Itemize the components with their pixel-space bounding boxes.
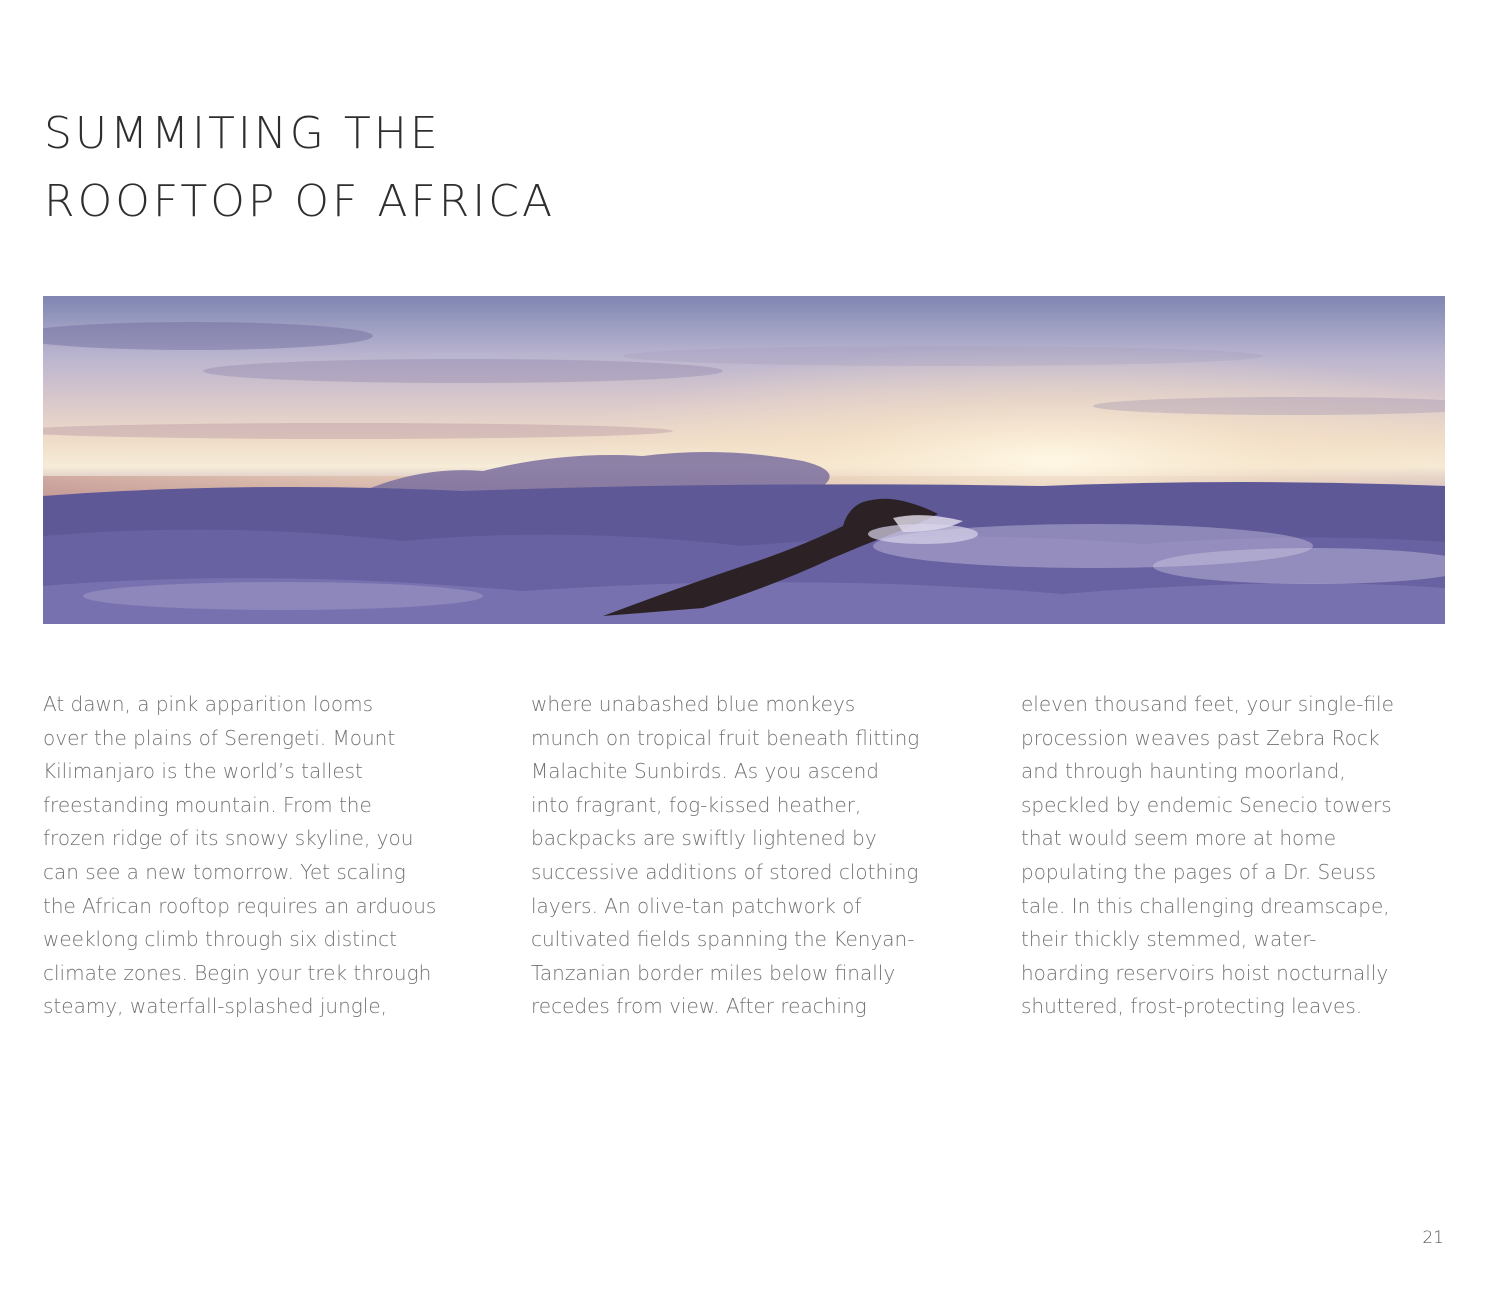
text-line: cultivated fields spanning the Kenyan- [531, 927, 915, 952]
text-line: procession weaves past Zebra Rock [1021, 725, 1380, 750]
title-line-2: ROOFTOP OF AFRICA [44, 176, 556, 227]
text-line: the African rooftop requires an arduous [43, 893, 437, 918]
text-line: shuttered, frost-protecting leaves. [1021, 994, 1363, 1019]
text-line: into fragrant, fog-kissed heather, [531, 792, 862, 817]
text-column-2 [531, 688, 961, 1024]
text-line: climate zones. Begin your trek through [43, 960, 432, 985]
text-line: Malachite Sunbirds. As you ascend [531, 759, 879, 784]
text-line: eleven thousand feet, your single-file [1021, 692, 1394, 716]
text-column-1 [43, 688, 473, 1024]
body-text [43, 688, 1445, 1038]
text-line: where unabashed blue monkeys [531, 692, 856, 716]
text-column-3 [1021, 688, 1451, 1024]
text-line: Kilimanjaro is the world’s tallest [43, 759, 363, 784]
title-line-1: SUMMITING THE [44, 108, 441, 159]
text-line: populating the pages of a Dr. Seuss [1021, 859, 1377, 884]
text-line: munch on tropical fruit beneath flitting [531, 725, 920, 750]
text-line: At dawn, a pink apparition looms [43, 692, 373, 716]
text-line: tale. In this challenging dreamscape, [1021, 893, 1390, 918]
text-line: backpacks are swiftly lightened by [531, 826, 877, 851]
text-line: frozen ridge of its snowy skyline, you [43, 826, 414, 851]
text-line: hoarding reservoirs hoist nocturnally [1021, 960, 1389, 985]
text-line: layers. An olive-tan patchwork of [531, 893, 862, 918]
text-line: speckled by endemic Senecio towers [1021, 792, 1392, 817]
text-line: freestanding mountain. From the [43, 792, 372, 817]
text-line: can see a new tomorrow. Yet scaling [43, 859, 406, 884]
text-line: that would seem more at home [1021, 826, 1337, 851]
text-line: recedes from view. After reaching [531, 994, 867, 1019]
text-line: Tanzanian border miles below finally [531, 960, 896, 985]
kilimanjaro-sunrise-photo [43, 296, 1445, 624]
text-line: over the plains of Serengeti. Mount [43, 725, 396, 750]
text-line: and through haunting moorland, [1021, 759, 1346, 784]
page-title [44, 100, 555, 236]
text-line: weeklong climb through six distinct [43, 927, 398, 952]
page-number: 21 [1422, 1228, 1444, 1248]
text-line: successive additions of stored clothing [531, 859, 919, 884]
text-line: their thickly stemmed, water- [1021, 927, 1317, 952]
text-line: steamy, waterfall-splashed jungle, [43, 994, 387, 1019]
